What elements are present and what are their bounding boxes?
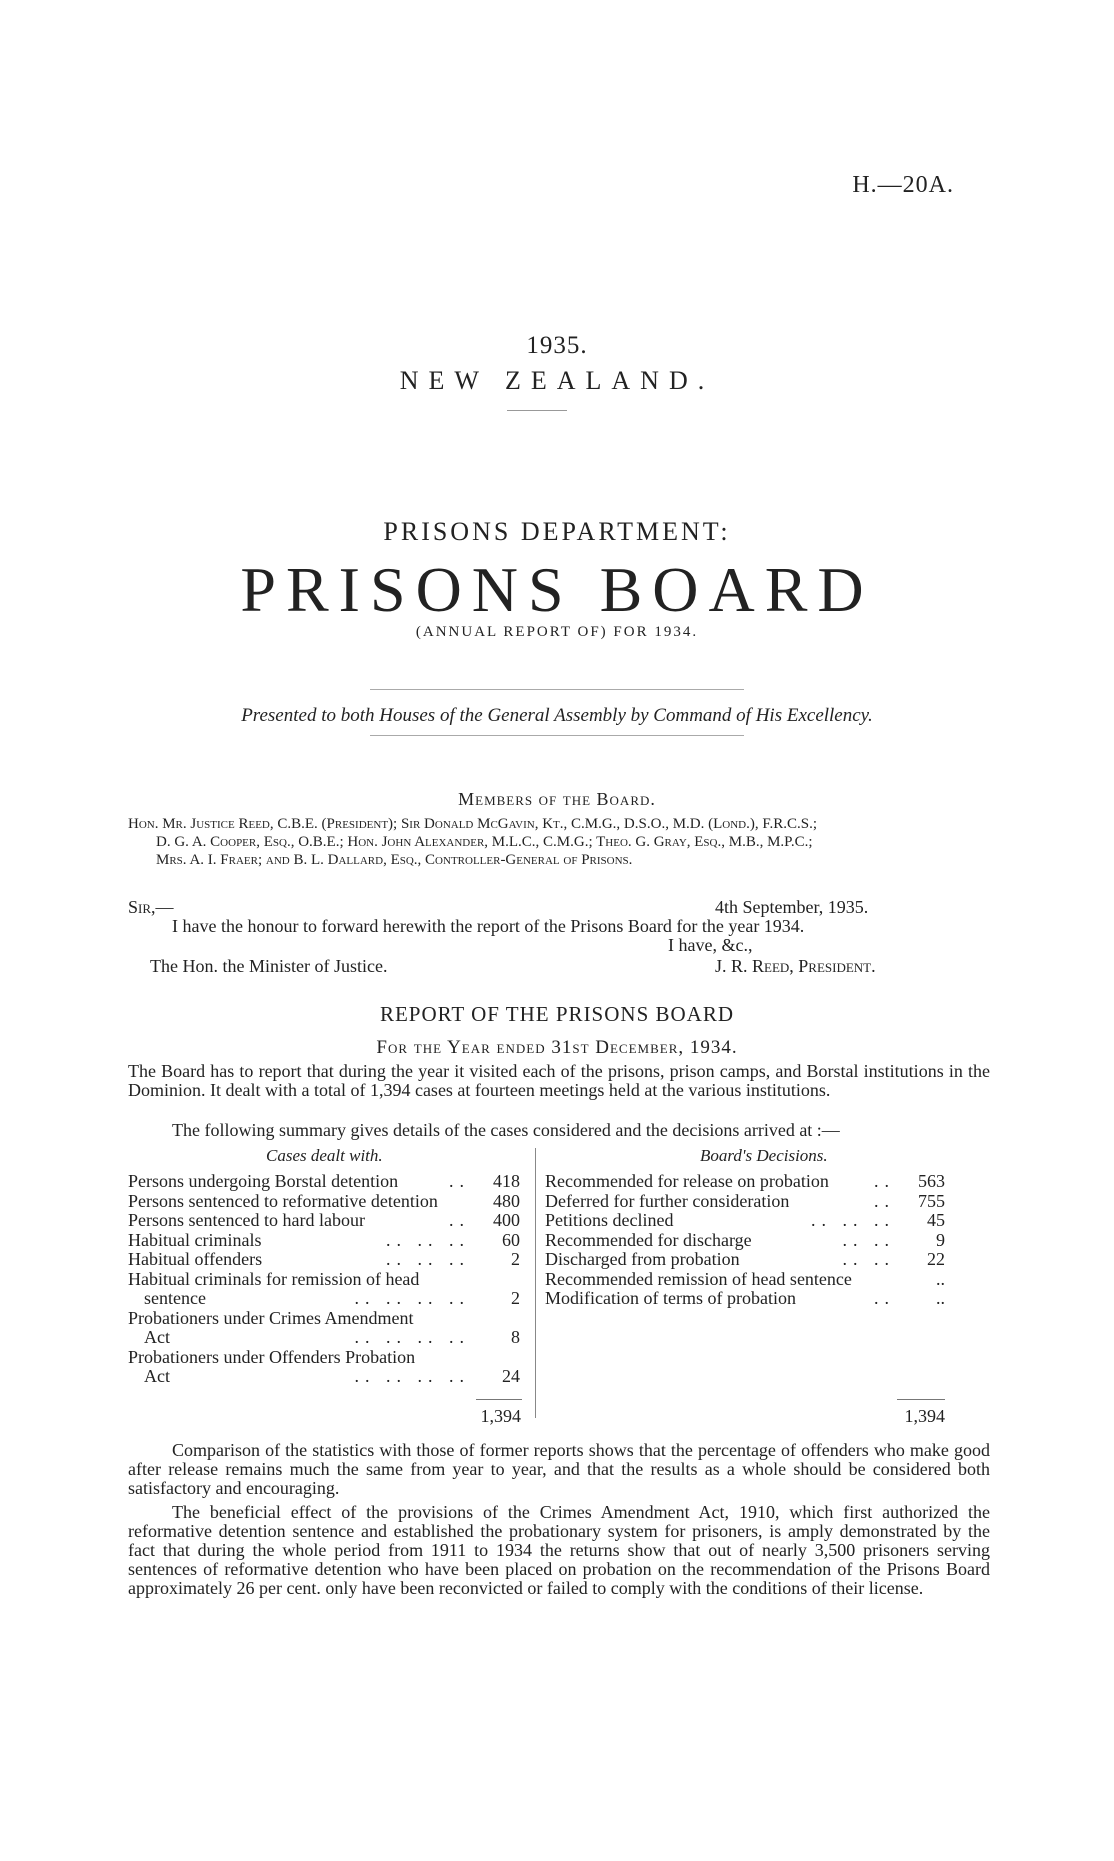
row-leader: .. <box>874 1288 895 1308</box>
report-subtitle: For the Year ended 31st December, 1934. <box>376 1037 738 1058</box>
row-label: Deferred for further consideration <box>545 1190 790 1211</box>
total-rule <box>476 1399 522 1400</box>
row-label: sentence <box>144 1288 206 1308</box>
row-leader: .. .. .. .. <box>354 1327 470 1347</box>
row-label: Discharged from probation <box>545 1249 740 1269</box>
row-value: .. <box>936 1288 945 1308</box>
cases-total: 1,394 <box>480 1406 521 1426</box>
row-label: Habitual offenders <box>128 1249 263 1269</box>
row-leader: .. .. <box>842 1229 895 1250</box>
table-row <box>128 1231 520 1251</box>
row-leader: .. .. .. <box>811 1210 895 1230</box>
table-row <box>128 1348 520 1368</box>
table-row <box>128 1289 520 1309</box>
letter-date: 4th September, 1935. <box>715 897 869 917</box>
row-leader: .. .. .. <box>386 1229 470 1250</box>
row-label: Act <box>144 1366 170 1386</box>
row-label: Habitual criminals for remission of head <box>128 1268 420 1289</box>
table-row <box>128 1172 520 1192</box>
row-label: Modification of terms of probation <box>545 1288 796 1308</box>
row-leader: .. .. <box>842 1249 895 1269</box>
comparison-paragraph: Comparison of the statistics with those of former reports shows that the percentage of offenders who make good after release remains much the same from year to year, and that the results as a whole should be considered both satisfactory and encouraging. <box>128 1440 990 1498</box>
row-value: 8 <box>511 1327 520 1347</box>
members-list <box>128 815 988 869</box>
row-label: Recommended for discharge <box>545 1229 752 1250</box>
beneficial-paragraph: The beneficial effect of the provisions of the Crimes Amendment Act, 1910, which first authorized the reformative detention sentence and established the probationary system for prisoners, is amply demonstrated by the fact that during the whole period from 1911 to 1934 the returns show that out of nearly 3,500 prisoners serving sentences of reformative detention who have been placed on probation on the recommendation of the Prisons Board approximately 26 per cent. only have been reconvicted or failed to comply with the conditions of their license. <box>128 1502 990 1598</box>
row-label: Recommended for release on probation <box>545 1171 829 1191</box>
row-leader: .. .. .. <box>386 1249 470 1269</box>
members-line: Mrs. A. I. Fraer; and B. L. Dallard, Esq., Controller-General of Prisons. <box>156 852 633 868</box>
table-divider <box>535 1148 536 1418</box>
divider <box>370 735 744 736</box>
table-row <box>128 1250 520 1270</box>
country: NEW ZEALAND. <box>399 366 715 395</box>
members-line: Hon. Mr. Justice Reed, C.B.E. (President); Sir Donald McGavin, Kt., C.M.G., D.S.O., M.D. (Lond.), F.R.C.S.; <box>128 816 818 832</box>
row-value: 60 <box>502 1229 520 1250</box>
report-title: REPORT OF THE PRISONS BOARD <box>379 1002 735 1026</box>
total-rule <box>897 1399 945 1400</box>
table-row <box>545 1289 945 1309</box>
summary-lead: The following summary gives details of the cases considered and the decisions arrived at :— <box>172 1120 840 1140</box>
row-leader: .. <box>874 1171 895 1191</box>
table-row <box>128 1328 520 1348</box>
row-value: 400 <box>493 1210 520 1230</box>
row-leader: .. <box>449 1210 470 1230</box>
department-title: PRISONS DEPARTMENT: <box>383 517 731 546</box>
row-value: 24 <box>502 1366 520 1386</box>
members-heading: Members of the Board. <box>458 789 656 809</box>
decisions-total: 1,394 <box>904 1406 945 1426</box>
document-title: PRISONS BOARD <box>240 554 874 625</box>
row-label: Persons sentenced to hard labour <box>128 1210 365 1230</box>
table-row <box>128 1192 520 1212</box>
table-row <box>128 1270 520 1290</box>
row-value: 45 <box>927 1210 945 1230</box>
letter-closing: I have, &c., <box>668 935 753 955</box>
intro-paragraph: The Board has to report that during the year it visited each of the prisons, prison camps, and Borstal institutions in the Dominion. It dealt with a total of 1,394 cases at fourteen meetings held at the various institutions. <box>128 1061 990 1100</box>
decisions-table <box>545 1172 945 1309</box>
table-row <box>128 1309 520 1329</box>
row-label: Persons sentenced to reformative detention <box>128 1190 438 1211</box>
row-label: Recommended remission of head sentence <box>545 1268 852 1289</box>
members-line: D. G. A. Cooper, Esq., O.B.E.; Hon. John Alexander, M.L.C., C.M.G.; Theo. G. Gray, Esq., M.B., M.P.C.; <box>156 834 813 850</box>
table-row <box>128 1211 520 1231</box>
table-row <box>545 1231 945 1251</box>
row-value: 563 <box>918 1171 945 1191</box>
table-row <box>128 1367 520 1387</box>
row-leader: .. <box>874 1190 895 1211</box>
row-label: Persons undergoing Borstal detention <box>128 1171 399 1191</box>
letter-salutation: Sir,— <box>128 897 174 917</box>
divider <box>370 689 744 690</box>
letter-body: I have the honour to forward herewith the report of the Prisons Board for the year 1934. <box>172 916 805 936</box>
table-row <box>545 1211 945 1231</box>
cases-table <box>128 1172 520 1387</box>
row-value: 9 <box>936 1229 945 1250</box>
table-row <box>545 1172 945 1192</box>
row-label: Probationers under Crimes Amendment <box>128 1307 414 1328</box>
row-leader: .. .. .. .. <box>354 1366 470 1386</box>
row-label: Habitual criminals <box>128 1229 262 1250</box>
row-value: 480 <box>493 1190 520 1211</box>
presented-line: Presented to both Houses of the General Assembly by Command of His Excellency. <box>241 705 873 726</box>
table-row <box>545 1270 945 1290</box>
row-value: 2 <box>511 1288 520 1308</box>
table-row <box>545 1250 945 1270</box>
year: 1935. <box>526 332 588 359</box>
table-row <box>545 1192 945 1212</box>
row-leader: .. <box>449 1171 470 1191</box>
row-value: .. <box>936 1268 945 1289</box>
row-value: 22 <box>927 1249 945 1269</box>
row-value: 755 <box>918 1190 945 1211</box>
row-value: 2 <box>511 1249 520 1269</box>
row-leader: .. .. .. .. <box>354 1288 470 1308</box>
cases-heading: Cases dealt with. <box>266 1146 383 1165</box>
decisions-heading: Board's Decisions. <box>700 1146 828 1165</box>
row-label: Act <box>144 1327 170 1347</box>
divider <box>507 410 567 411</box>
paper-reference: H.—20A. <box>852 172 954 198</box>
letter-signer: J. R. Reed, President. <box>715 956 876 976</box>
letter-addressee: The Hon. the Minister of Justice. <box>150 956 388 976</box>
row-label: Petitions declined <box>545 1210 674 1230</box>
document-subtitle: (ANNUAL REPORT OF) FOR 1934. <box>415 624 699 640</box>
row-label: Probationers under Offenders Probation <box>128 1346 416 1367</box>
row-value: 418 <box>493 1171 520 1191</box>
